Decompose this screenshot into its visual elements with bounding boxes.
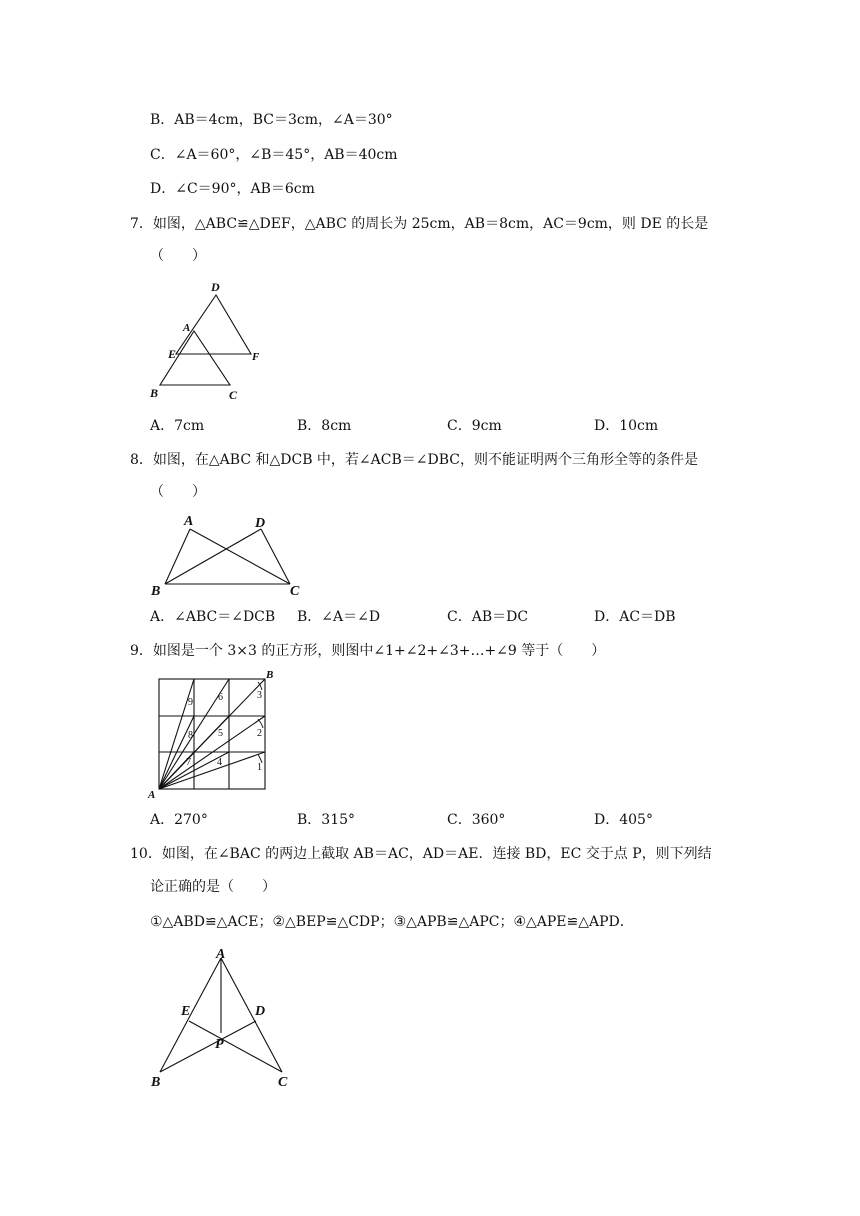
q10-label-e: E	[181, 1004, 191, 1019]
q10-segment-bd	[160, 1021, 256, 1072]
q7-stem: 7．如图，△ABC≌△DEF，△ABC 的周长为 25cm，AB＝8cm，AC＝9cm，则 DE 的长是	[130, 216, 709, 232]
q7-option-d: D．10cm	[594, 418, 659, 434]
q10-stem-line-1: 10．如图，在∠BAC 的两边上截取 AB＝AC，AD＝AE．连接 BD，EC 交于点 P，则下列结	[130, 846, 712, 862]
q7-option-a: A．7cm	[150, 418, 205, 434]
q7-label-c: C	[229, 388, 238, 402]
q10-label-a: A	[216, 947, 226, 962]
q8-figure	[145, 510, 315, 600]
q8-option-a: A．∠ABC＝∠DCB	[150, 609, 276, 625]
q6-option-d: D．∠C＝90°，AB＝6cm	[150, 181, 315, 197]
q10-label-c: C	[278, 1075, 288, 1090]
q9-angle-5: 5	[218, 728, 223, 739]
q9-angle-3: 3	[257, 690, 262, 701]
q10-label-d: D	[255, 1004, 266, 1019]
q9-option-a: A．270°	[150, 812, 208, 828]
q9-figure	[145, 668, 285, 803]
q7-paren: （ ）	[150, 248, 206, 264]
q9-option-d: D．405°	[594, 812, 653, 828]
q10-side-ab	[160, 958, 221, 1072]
q7-label-a: A	[183, 322, 191, 334]
q9-option-c: C．360°	[447, 812, 506, 828]
q9-angle-6: 6	[218, 692, 223, 703]
q7-option-b: B．8cm	[297, 418, 352, 434]
q8-label-d: D	[255, 516, 266, 531]
q7-label-f: F	[252, 351, 260, 363]
q10-figure	[145, 945, 305, 1095]
q7-label-d: D	[211, 280, 220, 294]
q9-angle-8: 8	[188, 730, 193, 741]
q8-segment-db	[165, 529, 261, 584]
q9-angle-2: 2	[257, 728, 262, 739]
q8-option-b: B．∠A＝∠D	[297, 609, 381, 625]
q9-stem: 9．如图是一个 3×3 的正方形，则图中∠1+∠2+∠3+…+∠9 等于（ ）	[130, 643, 606, 659]
q8-label-b: B	[151, 584, 161, 599]
q8-segment-ab	[165, 529, 190, 584]
q8-option-c: C．AB＝DC	[447, 609, 529, 625]
q6-option-c: C．∠A＝60°，∠B＝45°，AB＝40cm	[150, 147, 398, 163]
q8-label-a: A	[184, 514, 194, 529]
q8-option-d: D．AC＝DB	[594, 609, 676, 625]
q9-angle-1: 1	[257, 762, 262, 773]
q9-label-b: B	[266, 669, 274, 681]
q10-statements: ①△ABD≌△ACE；②△BEP≌△CDP；③△APB≌△APC；④△APE≌△APD．	[150, 914, 634, 930]
q7-figure	[140, 275, 280, 405]
q8-label-c: C	[290, 584, 300, 599]
q10-label-b: B	[151, 1075, 161, 1090]
q8-stem: 8．如图，在△ABC 和△DCB 中，若∠ACB＝∠DBC，则不能证明两个三角形全等的条件是	[130, 452, 698, 468]
q7-label-e: E	[168, 347, 177, 361]
q9-angle-4: 4	[217, 757, 222, 768]
q8-paren: （ ）	[150, 484, 206, 500]
q9-angle-7: 7	[186, 757, 191, 768]
q7-label-b: B	[150, 386, 159, 400]
q7-option-c: C．9cm	[447, 418, 502, 434]
q9-angle-9: 9	[188, 697, 193, 708]
q6-option-b: B．AB＝4cm，BC＝3cm，∠A＝30°	[150, 112, 393, 128]
q9-option-b: B．315°	[297, 812, 356, 828]
q9-label-a: A	[148, 789, 156, 801]
q10-stem-line-2: 论正确的是（ ）	[150, 879, 276, 895]
q10-label-p: P	[215, 1037, 224, 1052]
